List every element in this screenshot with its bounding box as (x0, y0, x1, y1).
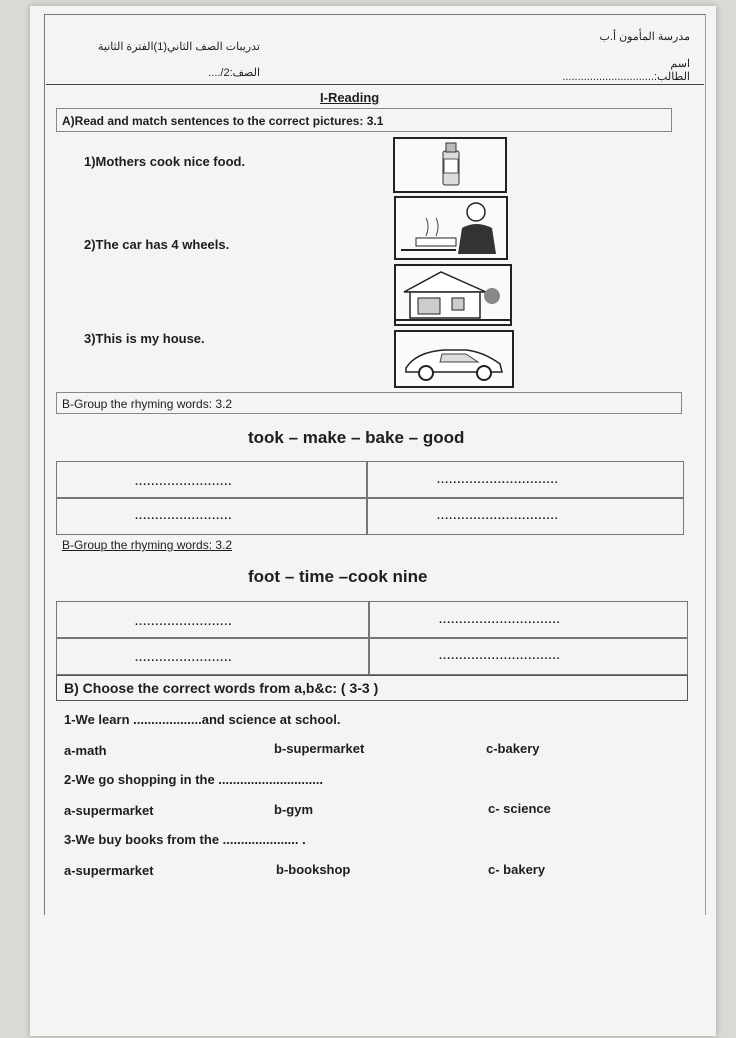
q1-option-b[interactable]: b-supermarket (274, 741, 365, 756)
q2-option-b[interactable]: b-gym (274, 802, 313, 817)
rhyme1-blank-2: .............................. (437, 474, 559, 486)
question-3: 3-We buy books from the ..................... . (64, 832, 306, 847)
bottle-picture (393, 137, 507, 193)
rhyme1-cell-4[interactable] (366, 497, 684, 535)
rhyme2-words: foot – time –cook nine (248, 567, 428, 586)
rhyme1-cell-2[interactable] (366, 461, 684, 499)
rhyme2-blank-1: ........................ (135, 616, 233, 628)
q3-option-a[interactable]: a-supermarket (64, 863, 154, 878)
rhyme1-blank-4: .............................. (437, 510, 559, 522)
car-icon (396, 332, 512, 386)
q1-option-c[interactable]: c-bakery (486, 741, 540, 756)
q1-option-a[interactable]: a-math (64, 743, 107, 758)
question-1: 1-We learn ...................and science at school. (64, 712, 341, 727)
q3-option-c[interactable]: c- bakery (488, 862, 546, 877)
partB-label: B) Choose the correct words from a,b&c: ( 3-3 ) (64, 680, 379, 696)
school-name: مدرسة المأمون أ.ب (599, 31, 690, 43)
rhyme2-label: B-Group the rhyming words: 3.2 (62, 538, 233, 552)
q2-option-a[interactable]: a-supermarket (64, 803, 154, 818)
mother-cooking-icon (396, 198, 506, 258)
house-icon (396, 266, 510, 324)
rhyme2-cell-4[interactable] (368, 637, 688, 675)
q2-option-c[interactable]: c- science (488, 801, 551, 816)
section-title: I-Reading (320, 90, 380, 105)
sentence-1: 1)Mothers cook nice food. (84, 154, 246, 169)
sentence-2: 2)The car has 4 wheels. (84, 237, 230, 252)
rhyme1-words: took – make – bake – good (248, 428, 465, 447)
question-2: 2-We go shopping in the ............................. (64, 772, 324, 787)
rhyme2-cell-3[interactable] (56, 637, 370, 675)
rhyme2-blank-2: .............................. (439, 614, 561, 626)
rhyme1-cell-1[interactable] (56, 461, 368, 499)
car-picture (394, 330, 514, 388)
rhyme1-blank-1: ........................ (135, 476, 233, 488)
partA-label: A)Read and match sentences to the correct pictures: 3.1 (62, 114, 384, 128)
class-line: الصف:2/.... (208, 67, 260, 79)
sentence-3: 3)This is my house. (84, 331, 205, 346)
rhyme2-blank-4: .............................. (439, 650, 561, 662)
header-divider (46, 84, 704, 85)
rhyme1-cell-3[interactable] (56, 497, 368, 535)
house-picture (394, 264, 512, 326)
rhyme2-cell-1[interactable] (56, 601, 370, 639)
rhyme1-blank-3: ........................ (135, 510, 233, 522)
rhyme1-label: B-Group the rhyming words: 3.2 (62, 397, 233, 411)
q3-option-b[interactable]: b-bookshop (276, 862, 351, 877)
rhyme2-blank-3: ........................ (135, 652, 233, 664)
student-name-label: اسم الطالب:.............................. (562, 58, 690, 83)
rhyme2-cell-2[interactable] (368, 601, 688, 639)
bottle-icon (395, 139, 505, 191)
exercise-title: تدريبات الصف الثاني(1)الفترة الثانية (98, 41, 260, 53)
mother-cooking-picture (394, 196, 508, 260)
